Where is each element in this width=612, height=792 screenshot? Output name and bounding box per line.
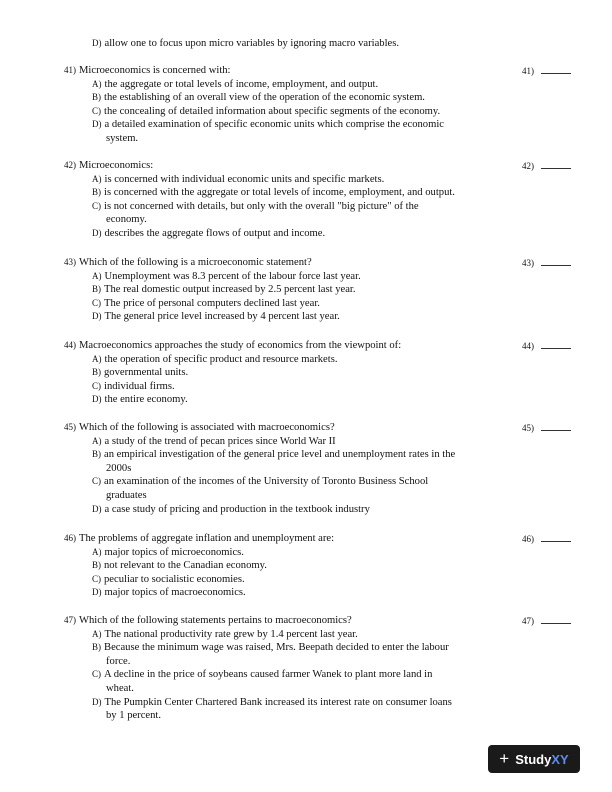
answer-option (92, 270, 361, 284)
question-stem (64, 421, 335, 435)
answer-option (92, 173, 384, 187)
answer-option-continued (106, 132, 138, 146)
option-text: a study of the trend of pecan prices since World War II (104, 435, 336, 447)
option-letter: B) (92, 642, 101, 653)
option-letter: C) (92, 105, 101, 116)
option-text: system. (106, 133, 139, 144)
answer-option (92, 105, 440, 119)
option-letter: B) (92, 284, 101, 295)
option-text: a detailed examination of specific economic units which comprise the economic (104, 119, 444, 131)
option-letter: D) (92, 311, 102, 322)
question-text: Which of the following is associated with macroeconomics? (79, 422, 335, 433)
answer-line[interactable] (541, 614, 571, 624)
answer-option (92, 475, 428, 489)
question-text: Which of the following is a microeconomic statement? (79, 257, 312, 268)
option-text: wheat. (106, 683, 134, 694)
answer-blank[interactable] (522, 614, 571, 629)
answer-option (92, 641, 449, 655)
answer-option-continued (106, 489, 147, 503)
answer-option (92, 448, 455, 462)
question-number: 47) (64, 615, 76, 625)
option-text: economy. (106, 214, 147, 226)
option-text: peculiar to socialistic economies. (104, 573, 245, 585)
answer-blank[interactable] (522, 532, 571, 547)
option-letter: A) (92, 353, 102, 364)
option-letter: C) (92, 297, 101, 308)
option-text: individual firms. (104, 380, 175, 392)
question-number: 41) (64, 65, 76, 75)
answer-option-continued (106, 213, 147, 227)
answer-blank[interactable] (522, 64, 571, 79)
option-letter: B) (92, 560, 101, 571)
answer-option (92, 353, 337, 367)
answer-option-continued (106, 709, 161, 723)
question-text: Macroeconomics approaches the study of economics from the viewpoint of: (79, 340, 402, 351)
answer-option (92, 586, 246, 600)
option-letter: B) (92, 187, 101, 198)
answer-number: 47) (522, 616, 534, 626)
option-letter: A) (92, 546, 102, 557)
option-letter: C) (92, 476, 101, 487)
option-text: the establishing of an overall view of the operation of the economic system. (104, 92, 425, 104)
answer-option (92, 668, 432, 682)
answer-option (92, 366, 188, 380)
answer-option-continued (106, 682, 134, 696)
option-text: 2000s (106, 462, 132, 474)
option-text: The price of personal computers declined last year. (104, 297, 320, 309)
logo-suffix: XY (551, 751, 569, 767)
option-text: The Pumpkin Center Chartered Bank increased its interest rate on consumer loans (104, 696, 452, 708)
question-stem (64, 159, 153, 173)
option-letter: C) (92, 573, 101, 584)
answer-line[interactable] (541, 256, 571, 266)
option-text: allow one to focus upon micro variables by ignoring macro variables. (104, 38, 399, 49)
answer-number: 42) (522, 161, 534, 171)
option-letter: D) (92, 587, 102, 598)
option-text: The real domestic output increased by 2.5 percent last year. (104, 284, 356, 296)
option-text: is not concerned with details, but only with the overall "big picture" of the (104, 200, 419, 212)
option-text: governmental units. (104, 367, 189, 379)
answer-option (92, 227, 325, 241)
option-letter: D) (92, 228, 102, 238)
option-text: not relevant to the Canadian economy. (104, 560, 267, 572)
option-text: major topics of macroeconomics. (104, 587, 246, 599)
answer-option (92, 393, 188, 407)
answer-option (92, 200, 419, 214)
answer-line[interactable] (541, 159, 571, 169)
option-text: Unemployment was 8.3 percent of the labour force last year. (104, 270, 361, 282)
question-stem (64, 339, 401, 353)
option-text: The general price level increased by 4 percent last year. (104, 311, 340, 323)
answer-blank[interactable] (522, 421, 571, 436)
answer-option-continued (106, 462, 131, 476)
option-text: Because the minimum wage was raised, Mrs. Beepath decided to enter the labour (104, 642, 449, 654)
question-stem (64, 614, 352, 628)
option-letter: C) (92, 200, 101, 211)
question-number: 44) (64, 340, 76, 350)
answer-option (92, 559, 267, 573)
answer-option (92, 628, 358, 642)
answer-option (92, 118, 444, 132)
question-number: 45) (64, 422, 76, 432)
option-text: is concerned with the aggregate or total levels of income, employment, and output. (104, 187, 455, 199)
answer-line[interactable] (541, 339, 571, 349)
question-text: Microeconomics is concerned with: (79, 65, 231, 76)
option-letter: C) (92, 380, 101, 391)
option-letter: D) (92, 394, 102, 405)
answer-number: 41) (522, 66, 534, 76)
answer-option (92, 696, 452, 710)
answer-option (92, 380, 175, 394)
question-text: Which of the following statements pertains to macroeconomics? (79, 615, 352, 626)
answer-line[interactable] (541, 64, 571, 74)
answer-option-continued (106, 655, 130, 669)
option-letter: A) (92, 435, 102, 446)
option-letter: A) (92, 173, 102, 184)
studyxy-logo (488, 745, 580, 773)
answer-blank[interactable] (522, 256, 571, 271)
option-letter: B) (92, 367, 101, 378)
answer-option (92, 573, 245, 587)
option-text: an empirical investigation of the general price level and unemployment rates in the (104, 449, 456, 461)
question-number: 46) (64, 533, 76, 543)
option-text: the entire economy. (104, 394, 188, 406)
option-text: is concerned with individual economic units and specific markets. (104, 173, 385, 185)
answer-number: 43) (522, 258, 534, 268)
answer-blank[interactable] (522, 339, 571, 354)
answer-option (92, 503, 370, 517)
question-stem (64, 532, 334, 546)
option-letter: B) (92, 449, 101, 460)
answer-number: 44) (522, 341, 534, 351)
option-letter: D) (92, 696, 102, 707)
option-letter: A) (92, 628, 102, 639)
option-text: major topics of microeconomics. (104, 546, 244, 558)
answer-line[interactable] (541, 421, 571, 431)
question-number: 43) (64, 257, 76, 267)
question-number: 42) (64, 160, 76, 170)
option-text: the concealing of detailed information about specific segments of the economy. (104, 105, 441, 117)
option-letter: A) (92, 78, 102, 89)
option-letter: D) (92, 119, 102, 130)
option-text: graduates (106, 490, 147, 501)
option-letter: B) (92, 92, 101, 103)
answer-option (92, 297, 320, 311)
option-text: The national productivity rate grew by 1.4 percent last year. (104, 628, 358, 640)
answer-option (92, 186, 455, 200)
option-letter: D) (92, 38, 102, 48)
answer-number: 45) (522, 423, 534, 433)
option-text: a case study of pricing and production in the textbook industry (104, 503, 370, 515)
option-text: force. (106, 655, 131, 667)
logo-prefix: Study (515, 751, 552, 767)
option-text: the aggregate or total levels of income, employment, and output. (104, 78, 379, 90)
option-text: A decline in the price of soybeans caused farmer Wanek to plant more land in (104, 669, 433, 681)
answer-option (92, 546, 244, 560)
answer-number: 46) (522, 534, 534, 544)
option-text: the operation of specific product and resource markets. (104, 353, 338, 365)
continued-option (92, 37, 399, 51)
answer-option (92, 91, 425, 105)
option-letter: A) (92, 270, 102, 281)
option-letter: D) (92, 503, 102, 514)
plus-icon: + (499, 749, 510, 768)
question-stem (64, 64, 231, 78)
option-text: by 1 percent. (106, 710, 162, 722)
answer-option (92, 78, 378, 92)
question-text: Microeconomics: (79, 160, 154, 171)
answer-option (92, 283, 356, 297)
answer-line[interactable] (541, 532, 571, 542)
question-text: The problems of aggregate inflation and unemployment are: (79, 533, 335, 544)
answer-blank[interactable] (522, 159, 571, 174)
option-text: an examination of the incomes of the University of Toronto Business School (104, 476, 429, 488)
option-text: describes the aggregate flows of output and income. (104, 228, 326, 239)
answer-option (92, 435, 336, 449)
answer-option (92, 310, 340, 324)
question-stem (64, 256, 312, 270)
option-letter: C) (92, 669, 101, 680)
